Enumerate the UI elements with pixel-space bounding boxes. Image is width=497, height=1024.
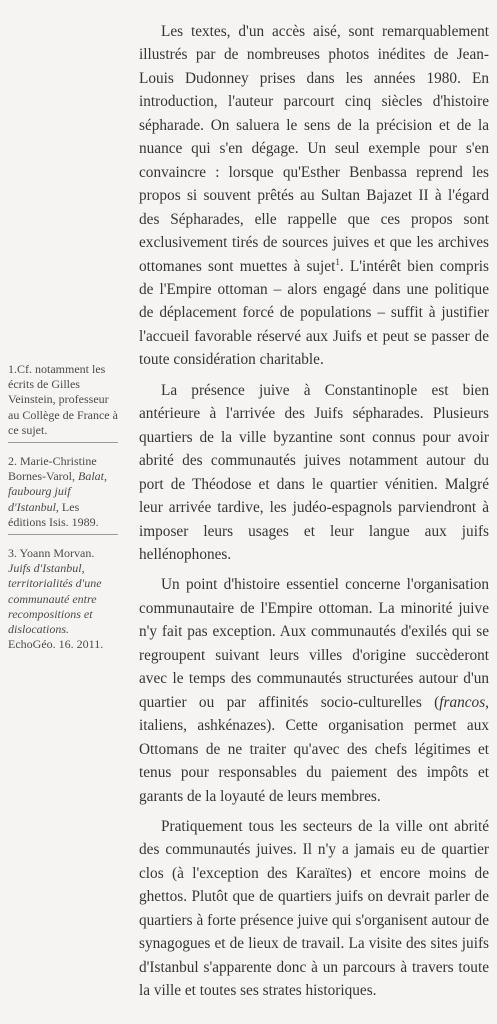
article-body bbox=[139, 20, 489, 1010]
paragraph-1-text-b: . L'intérêt bien compris de l'Empire ottoman – alors engagé dans une politique de déplacement forcé de populations – suffit à justifier l'accueil favorable réservé aux Juifs et peut se passer de toute considération charitable. bbox=[139, 257, 489, 369]
paragraph-1-text-a: Les textes, d'un accès aisé, sont remarquablement illustrés par de nombreuses photos inédites de Jean-Louis Dudonney prises dans les années 1980. En introduction, l'auteur parcourt cinq siècles d'histoire sépharade. On saluera le sens de la précision et de la nuance qui s'en dégage. Un seul exemple pour s'en convaincre : lorsque qu'Esther Benbassa reprend les propos si souvent prêtés au Sultan Bajazet II à l'égard des Sépharades, elle rappelle que ces propos sont exclusivement tirés de sources juives et que les archives ottomanes sont muettes à sujet bbox=[139, 23, 489, 275]
footnote-2-post: , Les éditions Isis. 1989. bbox=[8, 499, 99, 529]
footnote-ref-1: 1 bbox=[335, 256, 340, 267]
footnote-1-text: 1.Cf. notamment les écrits de Gilles Veinstein, professeur au Collège de France à ce sujet. bbox=[8, 362, 118, 437]
paragraph-2: La présence juive à Constantinople est bien antérieure à l'arrivée des Juifs sépharades. Plusieurs quartiers de la ville byzantine sont connus pour avoir abrité des communautés juives notamment autour du port de Théodose et dans le quartier vénitien. Malgré leur arrivée tardive, les judéo-espagnols parviendront à imposer leurs usages et leur langue aux juifs hellénophones. bbox=[139, 381, 489, 563]
paragraph-3-italic: francos bbox=[439, 693, 486, 711]
paragraph-3-text-b: , italiens, ashkénazes). Cette organisation permet aux Ottomans de ne traiter qu'avec des chefs légitimes et tenus pour responsables du paiement des impôts et garants de la loyauté de leurs membres. bbox=[139, 693, 489, 805]
paragraph-4: Pratiquement tous les secteurs de la ville ont abrité des communautés juives. Il n'y a jamais eu de quartier clos (à l'exception des Karaïtes) et encore moins de ghettos. Plutôt que de quartiers juifs on devrait parler de quartiers à forte présence juive qui s'organisent autour de synagogues et de lieux de travail. La visite des sites juifs d'Istanbul s'apparente donc à un parcours à travers toute la ville et toutes ses strates historiques. bbox=[139, 817, 489, 1000]
paragraph-3-text-a: Un point d'histoire essentiel concerne l'organisation communautaire de l'Empire ottoman. La minorité juive n'y fait pas exception. Aux communautés d'exilés qui se regroupent suivant leurs villes d'origine succèderont avec le temps des communautés structurées autour d'un quartier ou par affinités socio-culturelles ( bbox=[139, 576, 489, 711]
footnote-3-title: Juifs d'Istanbul, territorialités d'une communauté entre recompositions et dislocations. bbox=[8, 561, 102, 637]
footnote-2-title: Balat, faubourg juif d'Istanbul bbox=[8, 469, 107, 514]
paragraph-3 bbox=[139, 573, 489, 808]
footnote-3-post: EchoGéo. 16. 2011. bbox=[8, 637, 104, 652]
sidebar-notes bbox=[8, 362, 118, 667]
footnote-2 bbox=[8, 454, 118, 535]
footnote-3-pre: 3. Yoann Morvan. bbox=[8, 546, 95, 561]
footnote-1 bbox=[8, 362, 118, 443]
footnote-3 bbox=[8, 546, 118, 656]
paragraph-1 bbox=[139, 20, 489, 372]
footnote-2-pre: 2. Marie-Christine Bornes-Varol, bbox=[8, 454, 97, 484]
